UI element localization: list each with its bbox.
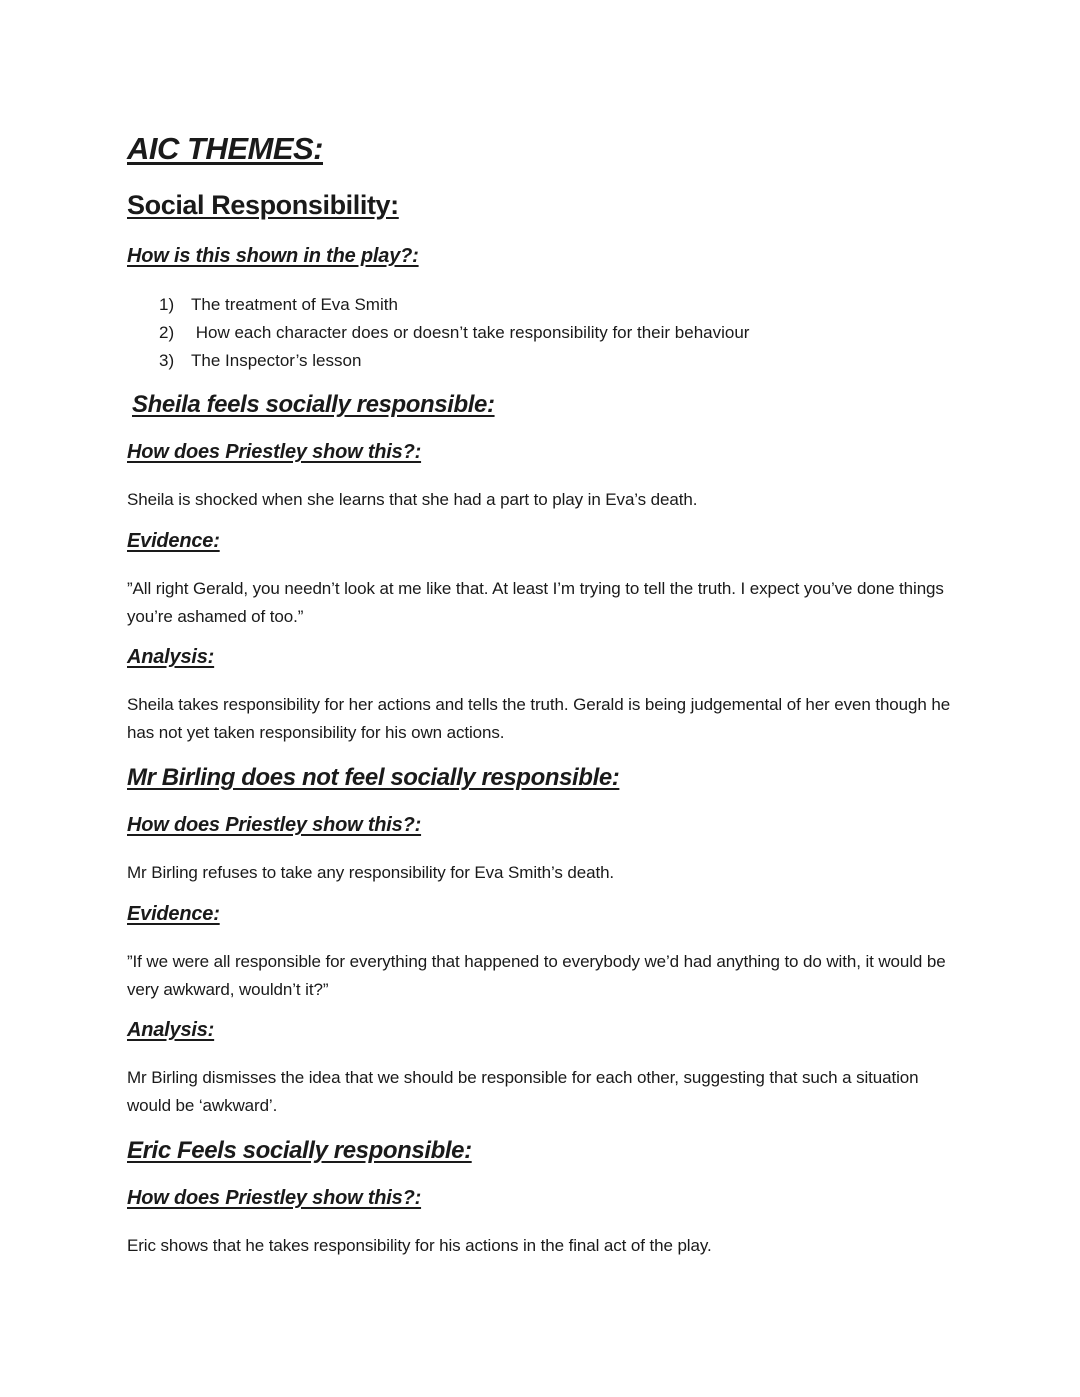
sheila-analysis-label: Analysis: (127, 646, 215, 668)
list-number: 1) (159, 295, 175, 314)
list-number: 2) (159, 323, 175, 342)
birling-evidence-text: ”If we were all responsible for everything that happened to everybody we’d had anything to do with, it would be very awkward, wouldn’t it?” (127, 952, 946, 999)
list-item (159, 291, 749, 319)
theme-list (159, 291, 749, 375)
list-text: The treatment of Eva Smith (191, 295, 398, 314)
intro-question: How is this shown in the play?: (127, 245, 419, 267)
section-heading: Social Responsibility: (127, 190, 399, 220)
birling-heading: Mr Birling does not feel socially responsible: (127, 764, 620, 791)
list-number: 3) (159, 351, 175, 370)
eric-how-label: How does Priestley show this?: (127, 1187, 422, 1209)
birling-analysis-label: Analysis: (127, 1019, 215, 1041)
sheila-how-text: Sheila is shocked when she learns that she had a part to play in Eva’s death. (127, 490, 698, 509)
sheila-evidence-text: ”All right Gerald, you needn’t look at me like that. At least I’m trying to tell the truth. I expect you’ve done things you’re ashamed of too.” (127, 579, 944, 626)
sheila-analysis-text: Sheila takes responsibility for her actions and tells the truth. Gerald is being judgemental of her even though he has not yet taken responsibility for his own actions. (127, 695, 951, 742)
list-item (159, 319, 749, 347)
birling-evidence-label: Evidence: (127, 903, 220, 925)
sheila-evidence-label: Evidence: (127, 530, 220, 552)
eric-heading: Eric Feels socially responsible: (127, 1137, 472, 1164)
sheila-how-label: How does Priestley show this?: (127, 441, 422, 463)
document-title: AIC THEMES: (127, 131, 323, 166)
birling-how-label: How does Priestley show this?: (127, 814, 422, 836)
list-text: How each character does or doesn’t take responsibility for their behaviour (191, 323, 750, 342)
list-item (159, 347, 749, 375)
sheila-heading: Sheila feels socially responsible: (132, 391, 495, 418)
eric-how-text: Eric shows that he takes responsibility for his actions in the final act of the play. (127, 1236, 712, 1255)
birling-how-text: Mr Birling refuses to take any responsibility for Eva Smith’s death. (127, 863, 615, 882)
list-text: The Inspector’s lesson (191, 351, 362, 370)
birling-analysis-text: Mr Birling dismisses the idea that we should be responsible for each other, suggesting that such a situation would be ‘awkward’. (127, 1068, 919, 1115)
